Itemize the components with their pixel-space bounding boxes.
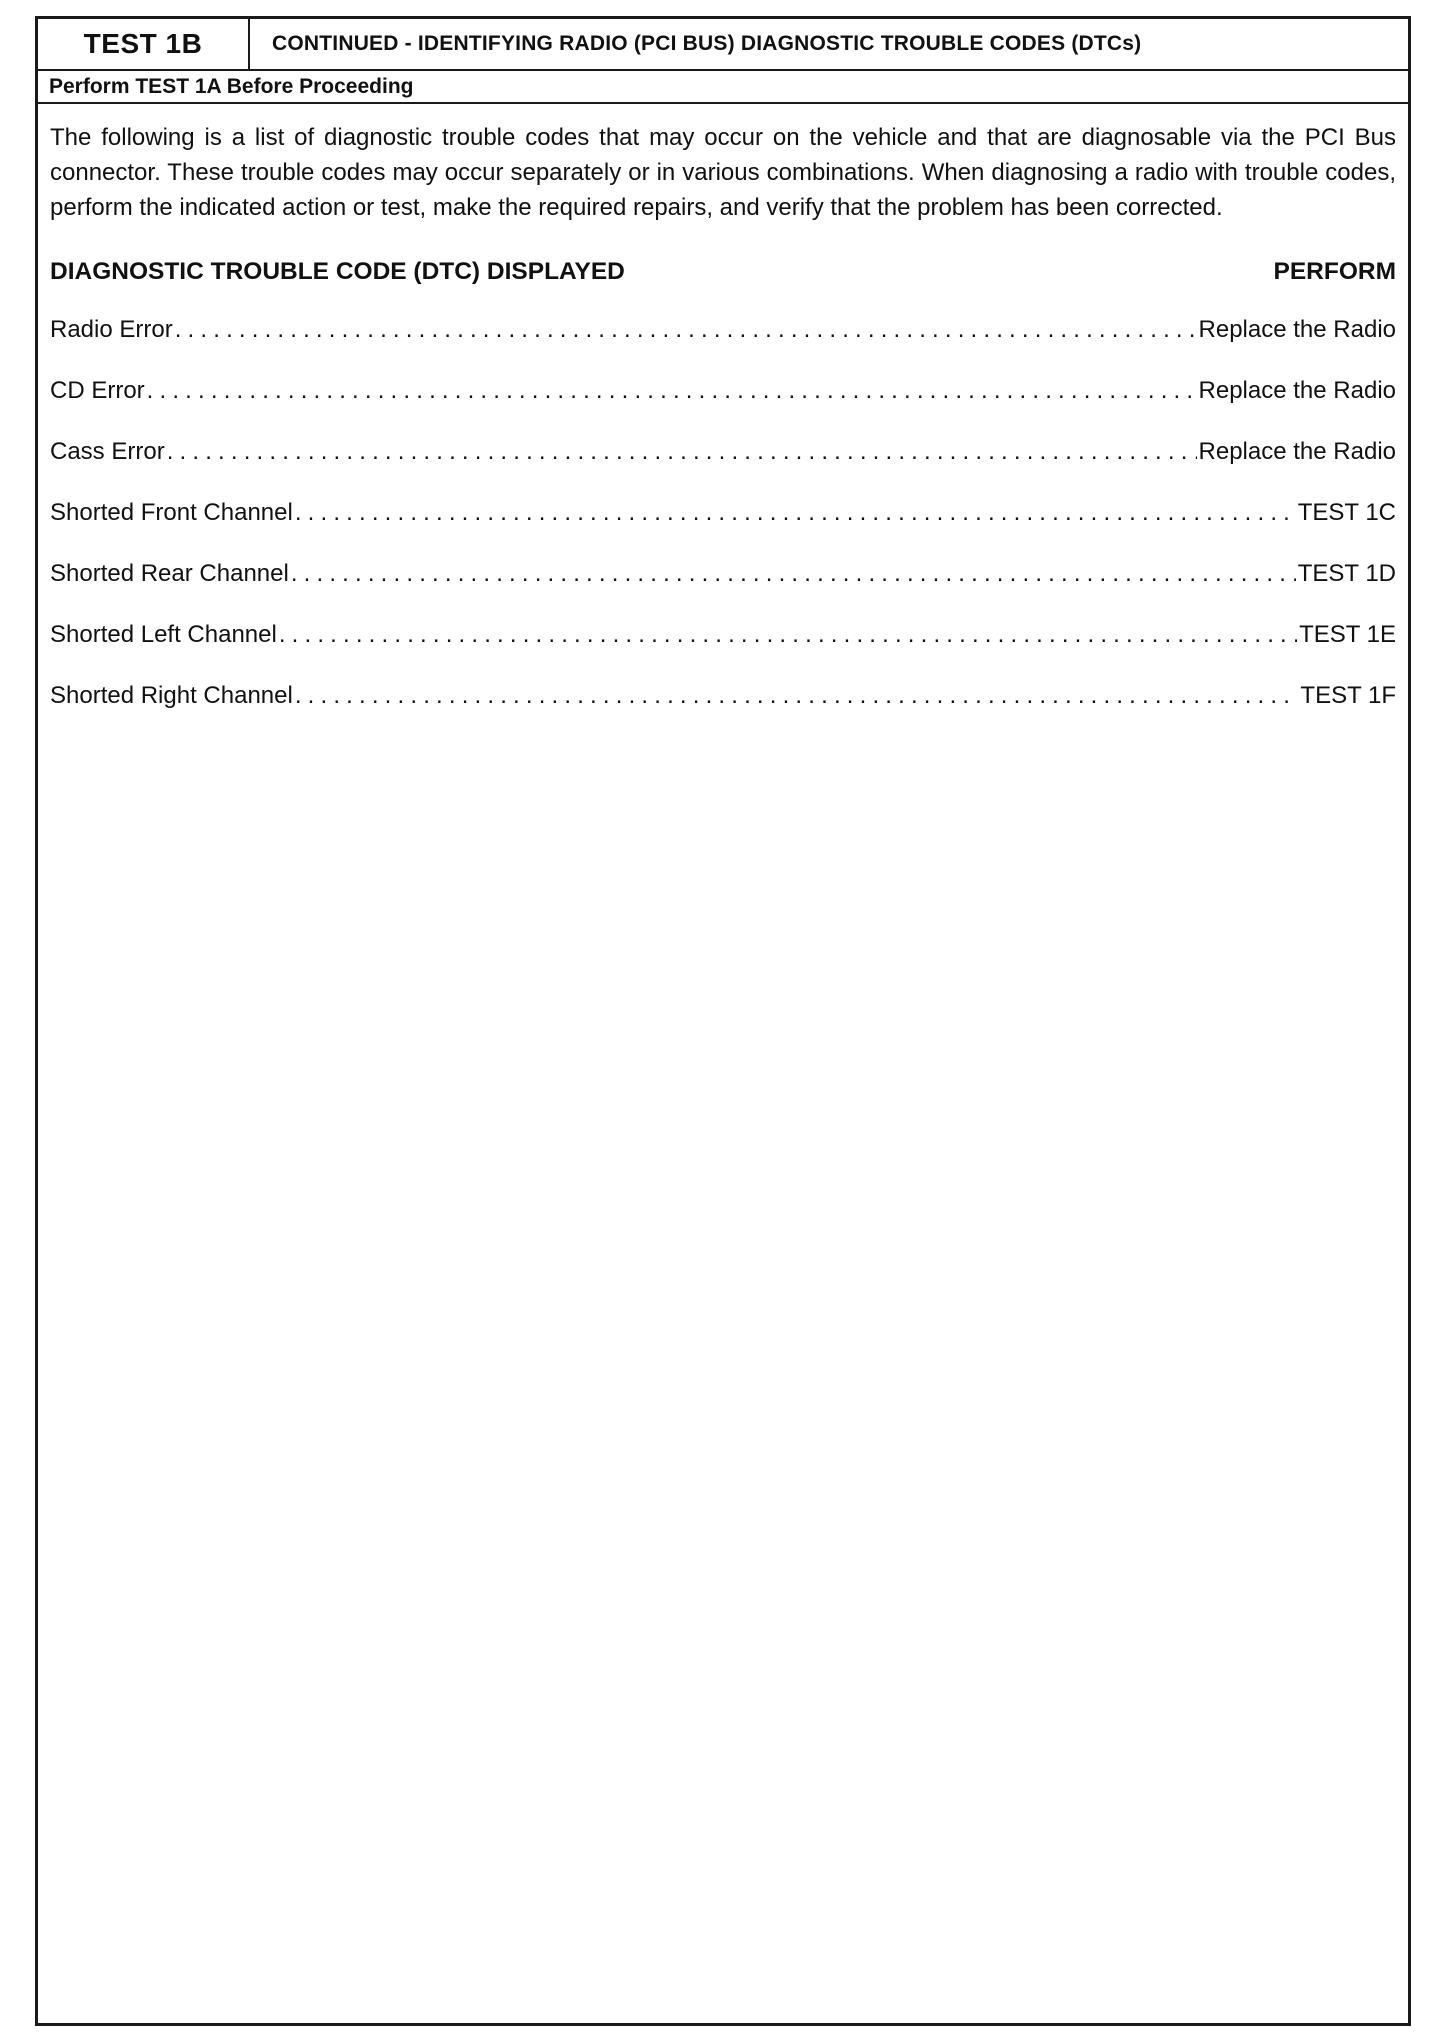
intro-paragraph: The following is a list of diagnostic trouble codes that may occur on the vehicle and that are diagnosable via the PCI Bus connector. These trouble codes may occur separately or in various combinations. When diagnosing a radio with trouble codes, perform the indicated action or test, make the required repairs, and verify that the problem has been corrected. bbox=[50, 124, 1396, 221]
perform-column-header: PERFORM bbox=[1273, 258, 1396, 285]
dtc-row-shorted-right-channel bbox=[50, 682, 1396, 743]
dot-leader bbox=[147, 377, 1197, 405]
dtc-action: TEST 1F bbox=[1300, 682, 1396, 709]
test-procedure-frame bbox=[35, 16, 1411, 2026]
dtc-row-shorted-rear-channel bbox=[50, 560, 1396, 621]
dtc-action: Replace the Radio bbox=[1198, 438, 1396, 465]
dtc-row-cd-error bbox=[50, 377, 1396, 438]
dtc-action: Replace the Radio bbox=[1198, 377, 1396, 404]
dtc-column-header: DIAGNOSTIC TROUBLE CODE (DTC) DISPLAYED bbox=[50, 258, 625, 285]
dtc-row-shorted-left-channel bbox=[50, 621, 1396, 682]
dot-leader bbox=[291, 560, 1296, 588]
dtc-code: Shorted Rear Channel bbox=[50, 560, 289, 587]
dtc-code: Radio Error bbox=[50, 316, 173, 343]
test-id-label: TEST 1B bbox=[38, 19, 250, 69]
dtc-row-shorted-front-channel bbox=[50, 499, 1396, 560]
dot-leader bbox=[167, 438, 1197, 466]
dot-leader bbox=[295, 682, 1299, 710]
dtc-list bbox=[50, 316, 1396, 743]
test-title: CONTINUED - IDENTIFYING RADIO (PCI BUS) DIAGNOSTIC TROUBLE CODES (DTCs) bbox=[272, 32, 1142, 55]
dtc-code: CD Error bbox=[50, 377, 145, 404]
dtc-action: Replace the Radio bbox=[1198, 316, 1396, 343]
dtc-code: Cass Error bbox=[50, 438, 165, 465]
dtc-table-header bbox=[50, 258, 1396, 288]
dot-leader bbox=[279, 621, 1297, 649]
prerequisite-note: Perform TEST 1A Before Proceeding bbox=[38, 71, 1408, 104]
dtc-action: TEST 1E bbox=[1299, 621, 1396, 648]
test-header bbox=[38, 19, 1408, 71]
dtc-row-radio-error bbox=[50, 316, 1396, 377]
dtc-action: TEST 1D bbox=[1297, 560, 1396, 587]
test-content bbox=[38, 104, 1408, 743]
dtc-action: TEST 1C bbox=[1297, 499, 1396, 526]
dot-leader bbox=[295, 499, 1296, 527]
dtc-code: Shorted Left Channel bbox=[50, 621, 277, 648]
dot-leader bbox=[175, 316, 1197, 344]
dtc-code: Shorted Front Channel bbox=[50, 499, 293, 526]
dtc-row-cass-error bbox=[50, 438, 1396, 499]
dtc-code: Shorted Right Channel bbox=[50, 682, 293, 709]
